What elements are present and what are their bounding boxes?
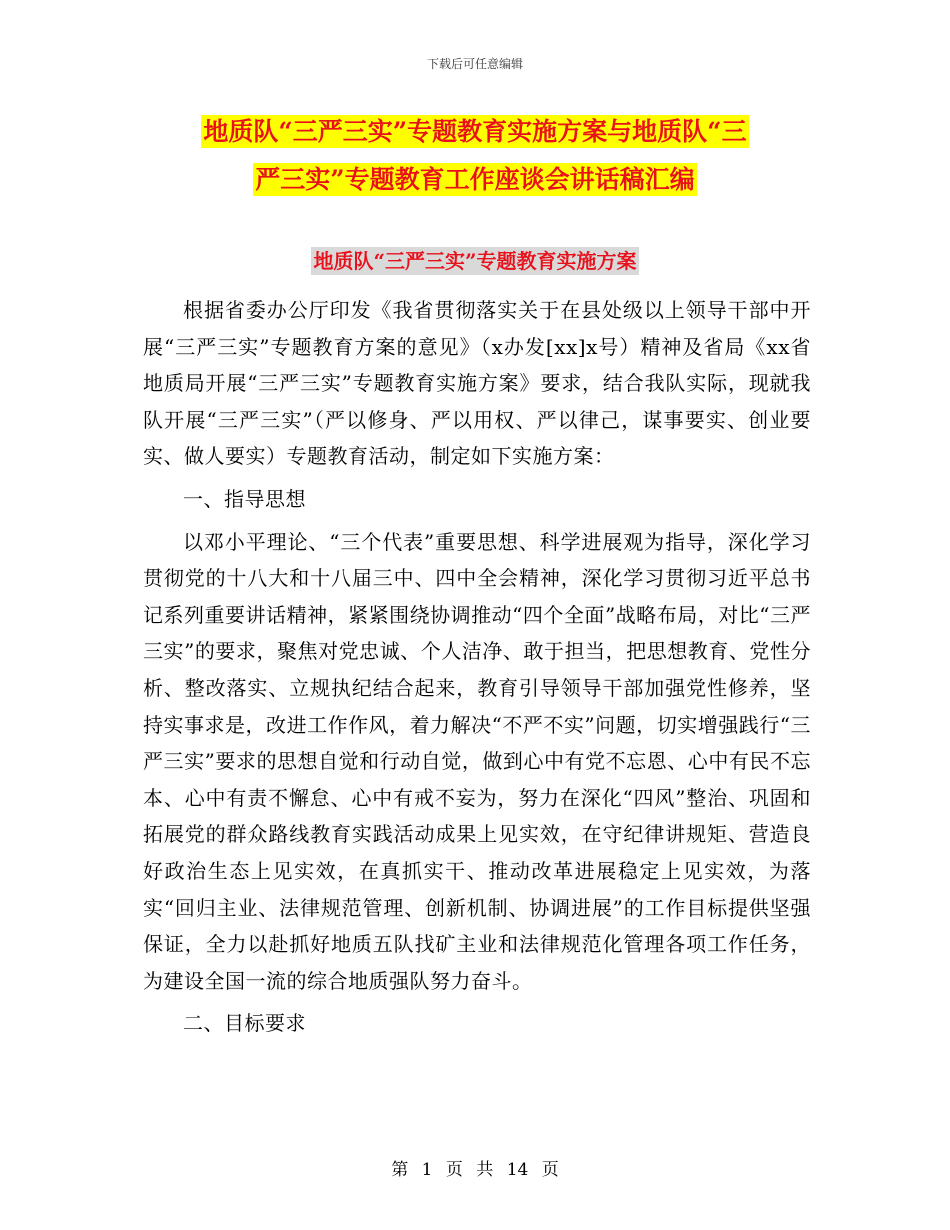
- title-line-2: 严三实”专题教育工作座谈会讲话稿汇编: [255, 165, 695, 194]
- document-body: [143, 292, 811, 1048]
- body-paragraph-guiding-ideology: 以邓小平理论、“三个代表”重要思想、科学进展观为指导，深化学习贯彻党的十八大和十八届三中、四中全会精神，深化学习贯彻习近平总书记系列重要讲话精神，紧紧围绕协调推动“四个全面”战略布局，对比“三严三实”的要求，聚焦对党忠诚、个人洁净、敢于担当，把思想教育、党性分析、整改落实、立规执纪结合起来，教育引导领导干部加强党性修养，坚持实事求是，改进工作作风，着力解决“不严不实”问题，切实增强践行“三严三实”要求的思想自觉和行动自觉，做到心中有党不忘恩、心中有民不忘本、心中有责不懈怠、心中有戒不妄为，努力在深化“四风”整治、巩固和拓展党的群众路线教育实践活动成果上见实效，在守纪律讲规矩、营造良好政治生态上见实效，在真抓实干、推动改革进展稳定上见实效，为落实“回归主业、法律规范管理、创新机制、协调进展”的工作目标提供坚强保证，全力以赴抓好地质五队找矿主业和法律规范化管理各项工作任务，为建设全国一流的综合地质强队努力奋斗。: [143, 529, 811, 993]
- page-header-note: 下载后可任意编辑: [426, 57, 523, 71]
- document-title: [0, 108, 950, 204]
- section-title: [0, 243, 950, 279]
- section-heading-goals: 二、目标要求: [183, 1011, 306, 1036]
- body-paragraph-intro: 根据省委办公厅印发《我省贯彻落实关于在县处级以上领导干部中开展“三严三实”专题教育方案的意见》（x办发[xx]x号）精神及省局《xx省地质局开展“三严三实”专题教育实施方案》要求，结合我队实际，现就我队开展“三严三实”（严以修身、严以用权、严以律己，谋事要实、创业要实、做人要实）专题教育活动，制定如下实施方案：: [143, 298, 811, 469]
- section-title-text: 地质队“三严三实”专题教育实施方案: [313, 249, 637, 273]
- page-footer: 第 1 页 共 14 页: [391, 1160, 559, 1180]
- title-line-1: 地质队“三严三实”专题教育实施方案与地质队“三: [203, 117, 747, 146]
- section-heading-guiding-ideology: 一、指导思想: [183, 486, 306, 511]
